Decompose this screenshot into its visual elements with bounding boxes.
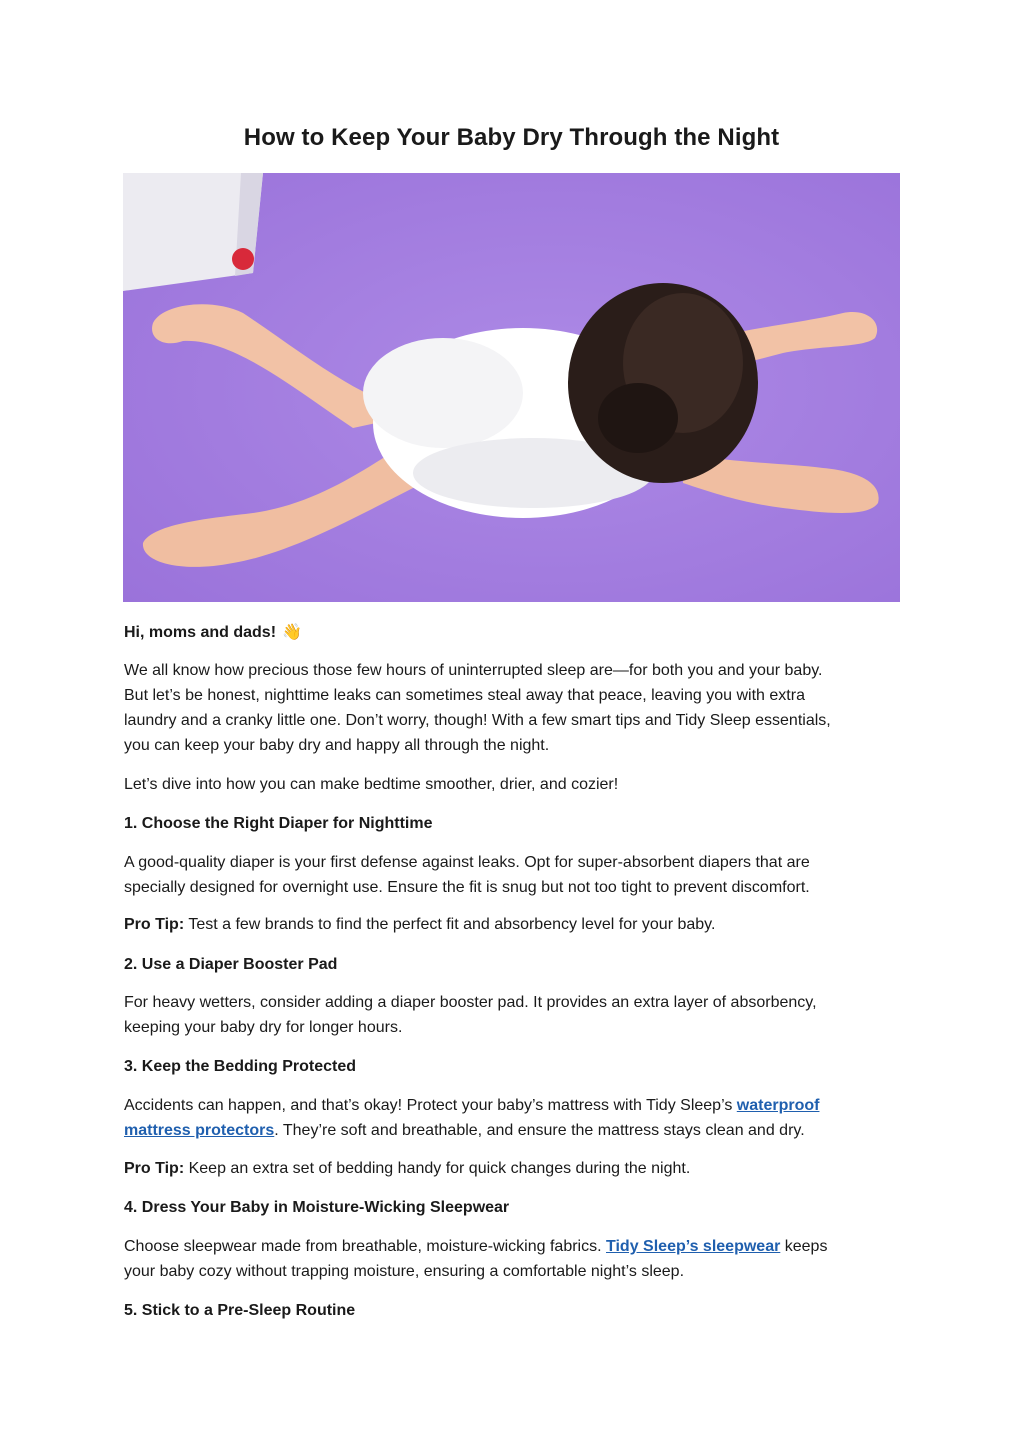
- pro-tip-3: [124, 1156, 900, 1181]
- hero-image-baby-on-mat: [123, 173, 900, 602]
- pro-tip-label: Pro Tip:: [124, 916, 185, 933]
- section-3-text-after: . They’re soft and breathable, and ensure the mattress stays clean and dry.: [274, 1122, 805, 1139]
- section-2-line-1: For heavy wetters, consider adding a diaper booster pad. It provides an extra layer of absorbency,: [124, 994, 817, 1011]
- section-heading-3: 3. Keep the Bedding Protected: [124, 1058, 357, 1075]
- section-heading-4: 4. Dress Your Baby in Moisture-Wicking Sleepwear: [124, 1199, 510, 1216]
- section-1-line-2: specially designed for overnight use. Ensure the fit is snug but not too tight to prevent discomfort.: [124, 879, 810, 896]
- section-3-line-2: [124, 1118, 900, 1143]
- intro-line-1: We all know how precious those few hours of uninterrupted sleep are—for both you and your baby.: [124, 662, 823, 679]
- greeting-text: Hi, moms and dads!: [124, 624, 277, 641]
- waving-hand-icon: 👋: [282, 624, 302, 641]
- intro-line-4: you can keep your baby dry and happy all through the night.: [124, 737, 550, 754]
- intro-line-2: But let’s be honest, nighttime leaks can sometimes steal away that peace, leaving you with extra: [124, 687, 805, 704]
- section-2-line-2: keeping your baby dry for longer hours.: [124, 1019, 403, 1036]
- section-heading-1: 1. Choose the Right Diaper for Nighttime: [124, 815, 433, 832]
- section-heading-2: 2. Use a Diaper Booster Pad: [124, 956, 338, 973]
- sleepwear-link[interactable]: Tidy Sleep’s sleepwear: [606, 1238, 781, 1255]
- section-heading-5: 5. Stick to a Pre-Sleep Routine: [124, 1302, 356, 1319]
- section-4-line-2: your baby cozy without trapping moisture, ensuring a comfortable night’s sleep.: [124, 1263, 685, 1280]
- section-4-line-1: [124, 1234, 900, 1259]
- pro-tip-1: [124, 912, 900, 937]
- pro-tip-label: Pro Tip:: [124, 1160, 185, 1177]
- section-3-line-1: [124, 1093, 900, 1118]
- section-4-text-before: Choose sleepwear made from breathable, moisture-wicking fabrics.: [124, 1238, 606, 1255]
- mattress-protectors-link[interactable]: mattress protectors: [124, 1122, 275, 1139]
- greeting: [124, 620, 900, 645]
- page-title: How to Keep Your Baby Dry Through the Night: [243, 124, 780, 151]
- pro-tip-text: Keep an extra set of bedding handy for quick changes during the night.: [188, 1160, 691, 1177]
- intro-line-3: laundry and a cranky little one. Don’t worry, though! With a few smart tips and Tidy Sleep essentials,: [124, 712, 831, 729]
- waterproof-link[interactable]: waterproof: [736, 1097, 820, 1114]
- section-4-text-mid: keeps: [780, 1238, 828, 1255]
- section-3-text-before: Accidents can happen, and that’s okay! Protect your baby’s mattress with Tidy Sleep’s: [124, 1097, 737, 1114]
- lead-in: Let’s dive into how you can make bedtime smoother, drier, and cozier!: [124, 776, 619, 793]
- section-1-line-1: A good-quality diaper is your first defense against leaks. Opt for super-absorbent diapers that are: [124, 854, 810, 871]
- pro-tip-text: Test a few brands to find the perfect fit and absorbency level for your baby.: [188, 916, 716, 933]
